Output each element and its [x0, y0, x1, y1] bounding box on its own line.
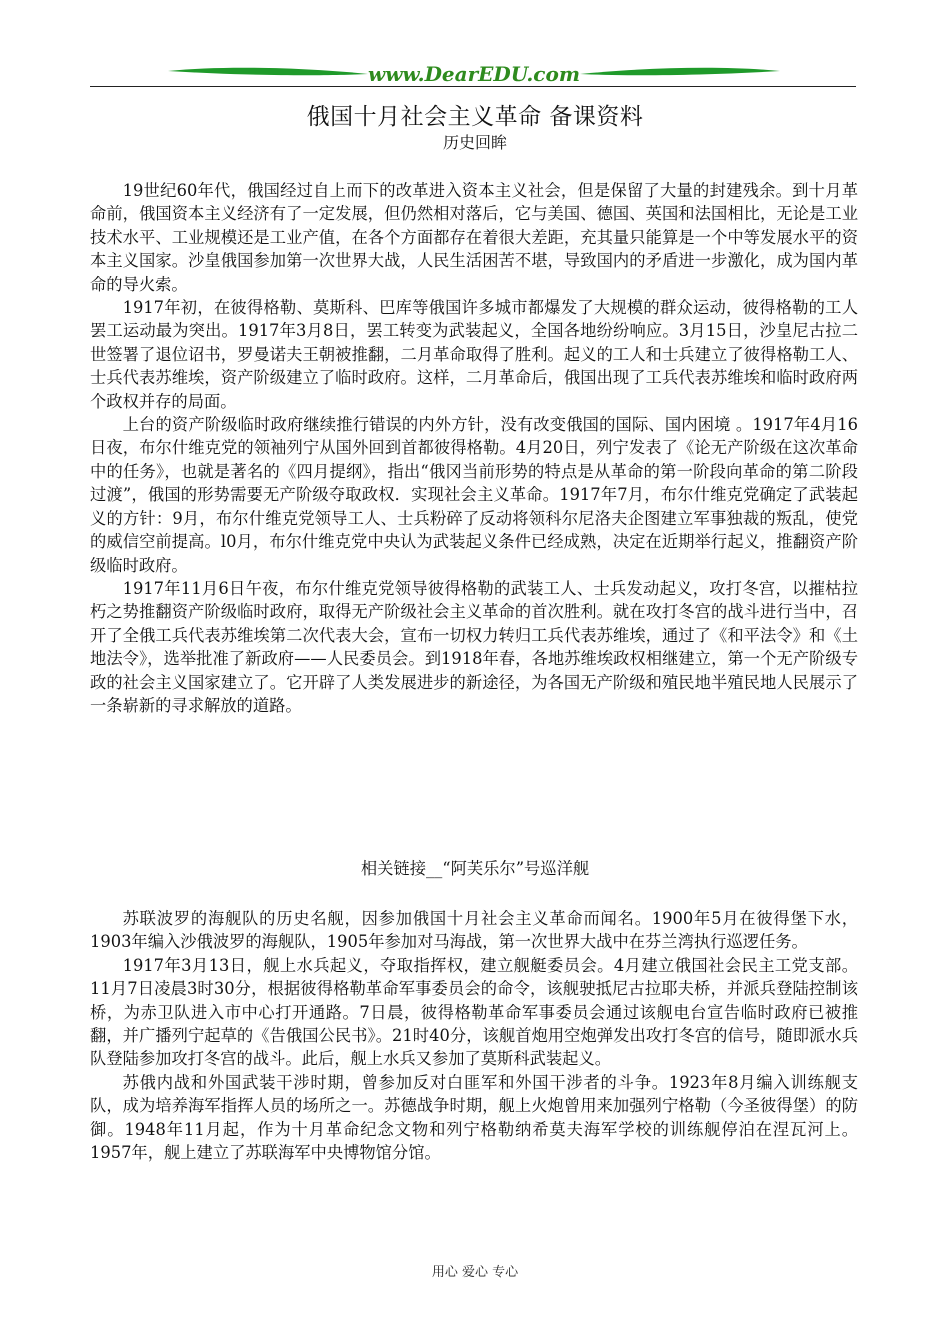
document-subtitle: 历史回眸	[442, 133, 507, 152]
left-swoosh-decoration	[168, 68, 368, 76]
right-swoosh-decoration	[580, 68, 780, 76]
document-title: 俄国十月社会主义革命 备课资料	[306, 104, 644, 130]
header-divider	[90, 86, 856, 87]
paragraph: 1917年11月6日午夜，布尔什维克党领导彼得格勒的武装工人、士兵发动起义，攻打冬宫，以摧枯拉朽之势推翻资产阶级临时政府，取得无产阶级社会主义革命的首次胜利。就在攻打冬宫的战斗进行当中，召开了全俄工兵代表苏维埃第二次代表大会，宣布一切权力转归工兵代表苏维埃，通过了《和平法令》和《土地法令》，选举批准了新政府——人民委员会。到1918年春，各地苏维埃政权相继建立，第一个无产阶级专政的社会主义国家建立了。它开辟了人类发展进步的新途径，为各国无产阶级和殖民地半殖民地人民展示了一条崭新的寻求解放的道路。	[90, 578, 858, 715]
paragraph: 苏联波罗的海舰队的历史名舰，因参加俄国十月社会主义革命而闻名。1900年5月在彼得堡下水，1903年编入沙俄波罗的海舰队，1905年参加对马海战，第一次世界大战中在芬兰湾执行巡逻任务。	[90, 909, 858, 952]
body-section-history	[90, 179, 858, 717]
paragraph: 苏俄内战和外国武装干涉时期，曾参加反对白匪军和外国干涉者的斗争。1923年8月编入训练舰支队，成为培养海军指挥人员的场所之一。苏德战争时期，舰上火炮曾用来加强列宁格勒（今圣彼得堡）的防御。1948年11月起，作为十月革命纪念文物和列宁格勒纳希莫夫海军学校的训练舰停泊在涅瓦河上。1957年，舰上建立了苏联海军中央博物馆分馆。	[90, 1072, 858, 1163]
section-heading: 相关链接__“阿芙乐尔”号巡洋舰	[360, 859, 590, 878]
body-section-aurora	[90, 907, 858, 1164]
paragraph: 上台的资产阶级临时政府继续推行错误的内外方针，没有改变俄国的国际、国内困境 。1917年4月16日夜，布尔什维克党的领袖列宁从国外回到首都彼得格勒。4月20日，列宁发表了《论无产阶级在这次革命中的任务》，也就是著名的《四月提纲》，指出“俄冈当前形势的特点是从革命的第一阶段向革命的第二阶段过渡”，俄国的形势需要无产阶级夺取政权．实现社会主义革命。1917年7月，布尔什维克党确定了武装起义的方针：9月，布尔什维克党领导工人、士兵粉碎了反动将领科尔尼洛夫企图建立军事独裁的叛乱，使党的威信空前提高。l0月，布尔什维克党中央认为武装起义条件已经成熟，决定在近期举行起义，推翻资产阶级临时政府。	[90, 415, 858, 575]
site-logo-text: www.DearEDU.com	[367, 62, 581, 86]
site-logo-banner	[168, 62, 780, 92]
page-footer: 用心 爱心 专心	[431, 1265, 519, 1280]
paragraph: 1917年3月13日，舰上水兵起义，夺取指挥权，建立舰艇委员会。4月建立俄国社会民主工党支部。11月7日凌晨3时30分，根据彼得格勒革命军事委员会的命令，该舰驶抵尼古拉耶夫桥，并派兵登陆控制该桥，为赤卫队进入市中心打开通路。7日晨，彼得格勒革命军事委员会通过该舰电台宣告临时政府已被推翻，并广播列宁起草的《告俄国公民书》。21时40分，该舰首炮用空炮弹发出攻打冬宫的信号，随即派水兵队登陆参加攻打冬宫的战斗。此后，舰上水兵又参加了莫斯科武装起义。	[90, 955, 858, 1069]
paragraph: 1917年初，在彼得格勒、莫斯科、巴库等俄国许多城市都爆发了大规模的群众运动，彼得格勒的工人罢工运动最为突出。1917年3月8日，罢工转变为武装起义，全国各地纷纷响应。3月15日，沙皇尼古拉二世签署了退位诏书，罗曼诺夫王朝被推翻，二月革命取得了胜利。起义的工人和士兵建立了彼得格勒工人、士兵代表苏维埃，资产阶级建立了临时政府。这样，二月革命后，俄国出现了工兵代表苏维埃和临时政府两个政权并存的局面。	[90, 298, 858, 411]
paragraph: 19世纪60年代，俄国经过自上而下的改革进入资本主义社会，但是保留了大量的封建残余。到十月革命前，俄国资本主义经济有了一定发展，但仍然相对落后，它与美国、德国、英国和法国相比，无论是工业技术水平、工业规模还是工业产值，在各个方面都存在着很大差距，充其量只能算是一个中等发展水平的资本主义国家。沙皇俄国参加第一次世界大战，人民生活困苦不堪，导致国内的矛盾进一步激化，成为国内革命的导火索。	[90, 181, 858, 294]
